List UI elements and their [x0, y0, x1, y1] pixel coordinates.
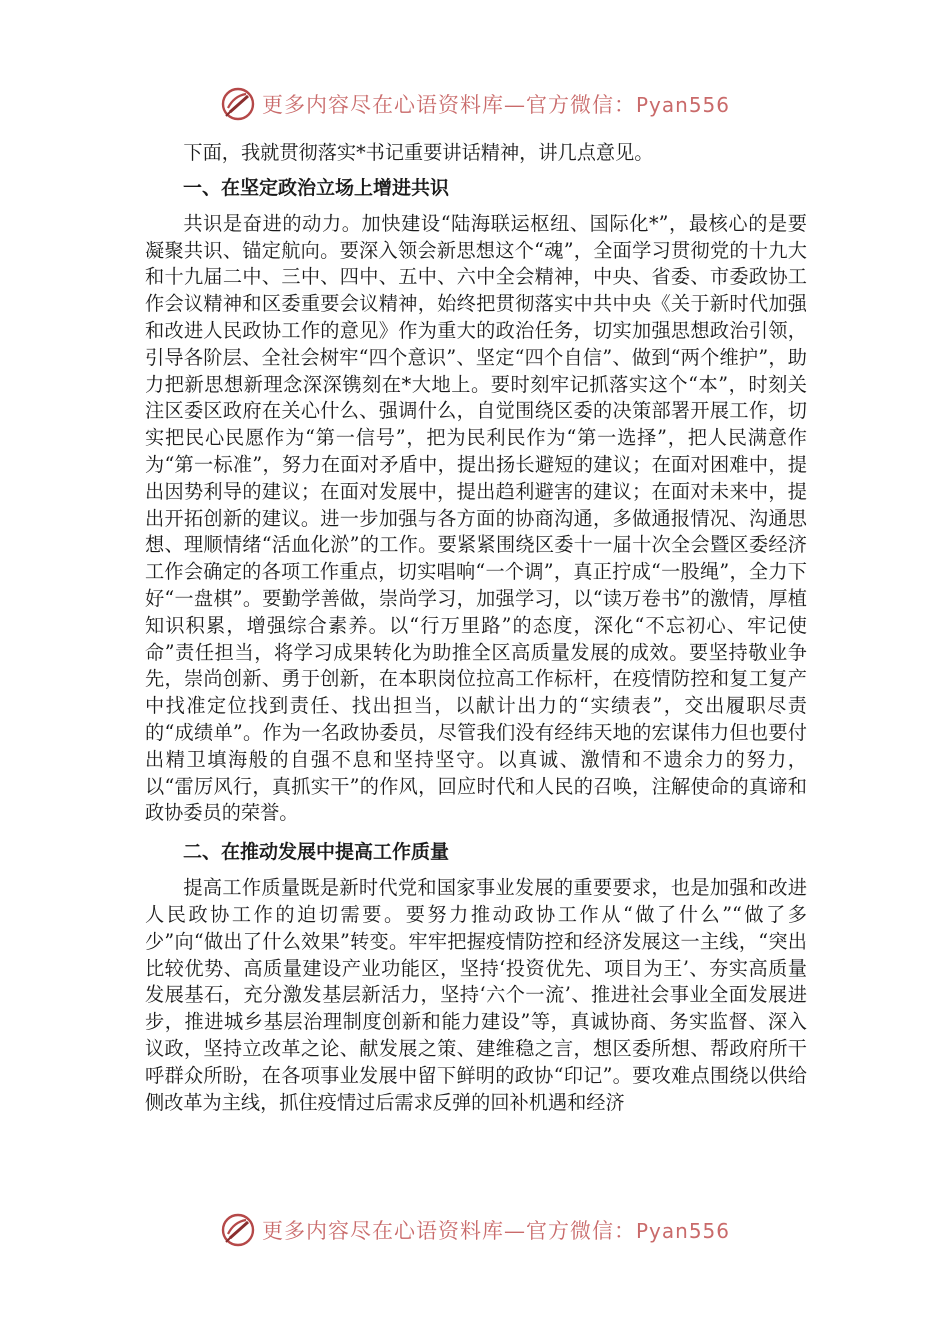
wechat-id: Pyan556 [635, 93, 730, 117]
section-1-heading: 一、在坚定政治立场上增进共识 [183, 176, 450, 199]
intro-paragraph: 下面，我就贯彻落实*书记重要讲话精神，讲几点意见。 [183, 141, 654, 164]
banner-text [262, 1215, 730, 1245]
banner-prefix: 更多内容尽在心语资料库—官方微信： [261, 1219, 636, 1243]
pen-logo-icon [220, 1212, 256, 1248]
banner-text [262, 89, 730, 119]
banner-prefix: 更多内容尽在心语资料库—官方微信： [261, 93, 636, 117]
section-2-body: 提高工作质量既是新时代党和国家事业发展的重要要求，也是加强和改进人民政协工作的迫切需要。要努力推动政协工作从“做了什么”“做了多少”向“做出了什么效果”转变。牢牢把握疫情防控和经济发展这一主线，“突出比较优势、高质量建设产业功能区，坚持‘投资优先、项目为王’、夯实高质量发展基石，充分激发基层新活力，坚持‘六个一流’、推进社会事业全面发展进步，推进城乡基层治理制度创新和能力建设”等，真诚协商、务实监督、深入议政，坚持立改革之论、献发展之策、建维稳之言，想区委所想、帮政府所干呼群众所盼，在各项事业发展中留下鲜明的政协“印记”。要攻难点围绕以供给侧改革为主线，抓住疫情过后需求反弹的回补机遇和经济 [145, 876, 807, 1114]
pen-logo-icon [220, 86, 256, 122]
section-1-body: 共识是奋进的动力。加快建设“陆海联运枢纽、国际化*”，最核心的是要凝聚共识、锚定航向。要深入领会新思想这个“魂”，全面学习贯彻党的十九大和十九届二中、三中、四中、五中、六中全会精神，中央、省委、市委政协工作会议精神和区委重要会议精神，始终把贯彻落实中共中央《关于新时代加强和改进人民政协工作的意见》作为重大的政治任务，切实加强思想政治引领，引导各阶层、全社会树牢“四个意识”、坚定“四个自信”、做到“两个维护”，助力把新思想新理念深深镌刻在*大地上。要时刻牢记抓落实这个“本”，时刻关注区委区政府在关心什么、强调什么，自觉围绕区委的决策部署开展工作，切实把民心民愿作为“第一信号”，把为民利民作为“第一选择”，把人民满意作为“第一标准”，努力在面对矛盾中，提出扬长避短的建议；在面对困难中，提出因势利导的建议；在面对发展中，提出趋利避害的建议；在面对未来中，提出开拓创新的建议。进一步加强与各方面的协商沟通，多做通报情况、沟通思想、理顺情绪“活血化淤”的工作。要紧紧围绕区委十一届十次全会暨区委经济工作会确定的各项工作重点，切实唱响“一个调”，真正拧成“一股绳”，全力下好“一盘棋”。要勤学善做，崇尚学习，加强学习，以“读万卷书”的激情，厚植知识积累，增强综合素养。以“行万里路”的态度，深化“不忘初心、牢记使命”责任担当，将学习成果转化为助推全区高质量发展的成效。要坚持敬业争先，崇尚创新、勇于创新，在本职岗位拉高工作标杆，在疫情防控和复工复产中找准定位找到责任、找出担当，以献计出力的“实绩表”，交出履职尽责的“成绩单”。作为一名政协委员，尽管我们没有经纬天地的宏谋伟力但也要付出精卫填海般的自强不息和坚持坚守。以真诚、激情和不遗余力的努力，以“雷厉风行，真抓实干”的作风，回应时代和人民的召唤，注解使命的真谛和政协委员的荣誉。 [145, 211, 807, 825]
section-2-heading: 二、在推动发展中提高工作质量 [183, 841, 450, 864]
header-banner [0, 84, 950, 124]
document-body [145, 140, 807, 1116]
wechat-id: Pyan556 [635, 1219, 730, 1243]
footer-banner [0, 1210, 950, 1250]
